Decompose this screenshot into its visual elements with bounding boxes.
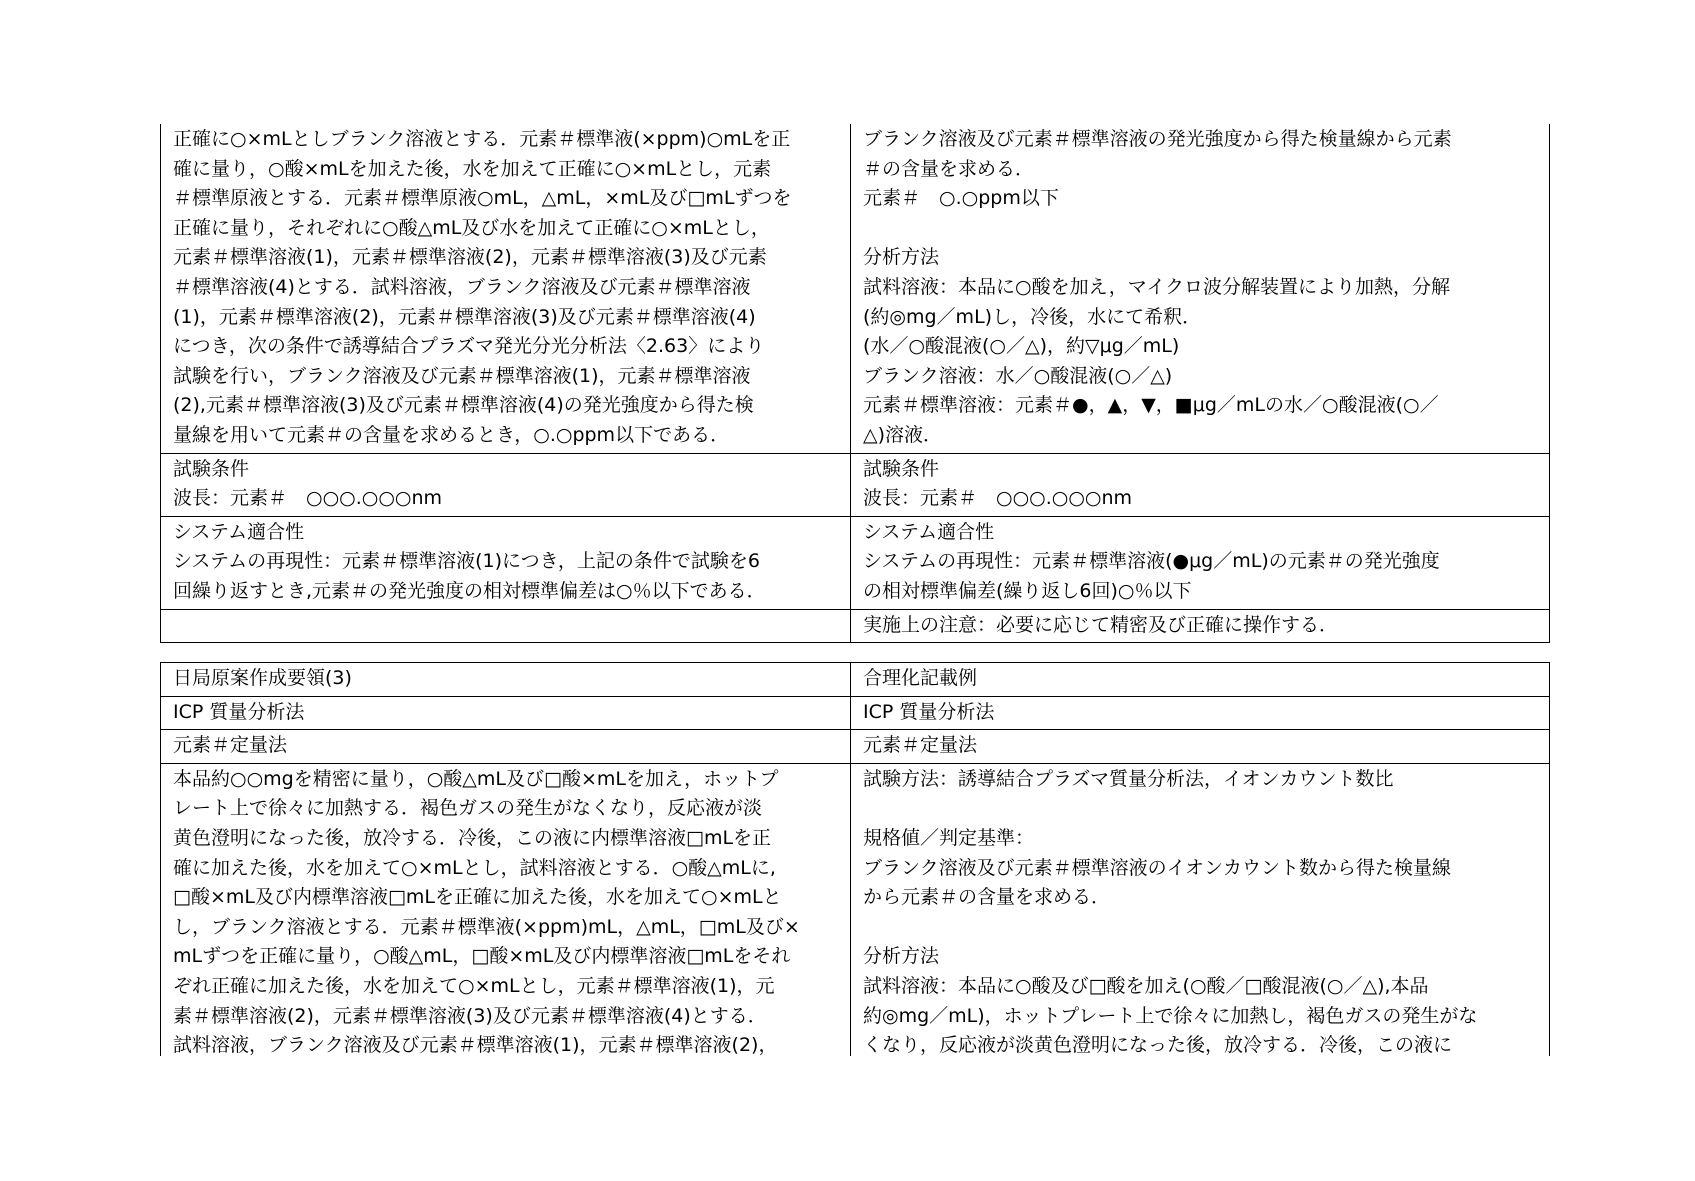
text-line: ICP 質量分析法 bbox=[863, 700, 995, 723]
text-line: (約◎mg／mL)し，冷後，水にて希釈． bbox=[863, 305, 1202, 328]
table-row bbox=[161, 730, 1549, 764]
text-line: 試験条件 bbox=[863, 457, 940, 480]
text-line: 合理化記載例 bbox=[863, 667, 978, 689]
table-row bbox=[161, 697, 1549, 731]
text-line: 元素＃標準溶液(1)，元素＃標準溶液(2)，元素＃標準溶液(3)及び元素 bbox=[173, 246, 767, 269]
text-line: ブランク溶液：水／○酸混液(○／△) bbox=[863, 364, 1173, 387]
comparison-table-continued bbox=[160, 124, 1550, 643]
text-line: 分析方法 bbox=[863, 246, 940, 269]
text-line: 回繰り返すとき,元素＃の発光強度の相対標準偏差は○％以下である． bbox=[173, 579, 766, 602]
text-line: 実施上の注意：必要に応じて精密及び正確に操作する． bbox=[863, 613, 1339, 636]
text-line: 本品約○○mgを精密に量り，○酸△mL及び□酸×mLを加え，ホットプ bbox=[173, 767, 779, 790]
text-line: (1)，元素＃標準溶液(2)，元素＃標準溶液(3)及び元素＃標準溶液(4) bbox=[173, 305, 756, 328]
text-line: システムの再現性：元素＃標準溶液(1)につき，上記の条件で試験を6 bbox=[173, 550, 760, 573]
cell-original-draft bbox=[161, 610, 851, 643]
table-row bbox=[161, 454, 1549, 517]
cell-original-draft bbox=[161, 697, 851, 730]
text-line: システムの再現性：元素＃標準溶液(●μg／mL)の元素＃の発光強度 bbox=[863, 550, 1440, 573]
cell-rationalized-example bbox=[851, 454, 1549, 516]
cell-original-draft bbox=[161, 454, 851, 516]
text-line: ＃標準溶液(4)とする．試料溶液，ブランク溶液及び元素＃標準溶液 bbox=[173, 275, 751, 298]
text-line: 試料溶液，ブランク溶液及び元素＃標準溶液(1)，元素＃標準溶液(2)， bbox=[173, 1034, 778, 1056]
text-line: ＃標準原液とする．元素＃標準原液○mL，△mL，×mL及び□mLずつを bbox=[173, 187, 792, 210]
text-line: 正確に量り，それぞれに○酸△mL及び水を加えて正確に○×mLとし， bbox=[173, 216, 770, 239]
text-line: 元素＃ ○.○ppm以下 bbox=[863, 187, 1059, 210]
text-line: 試料溶液：本品に○酸を加え，マイクロ波分解装置により加熱，分解 bbox=[863, 275, 1450, 298]
cell-original-draft bbox=[161, 730, 851, 763]
cell-rationalized-example bbox=[851, 124, 1549, 453]
text-line: 元素＃定量法 bbox=[863, 734, 978, 757]
text-line: ブランク溶液及び元素＃標準溶液のイオンカウント数から得た検量線 bbox=[863, 856, 1452, 879]
table-row bbox=[161, 517, 1549, 610]
text-line: くなり，反応液が淡黄色澄明になった後，放冷する．冷後，この液に bbox=[863, 1034, 1453, 1056]
cell-rationalized-example bbox=[851, 663, 1549, 696]
text-line: 確に量り，○酸×mLを加えた後，水を加えて正確に○×mLとし，元素 bbox=[173, 157, 772, 180]
text-line: 元素＃標準溶液：元素＃●，▲，▼，■μg／mLの水／○酸混液(○／ bbox=[863, 394, 1439, 417]
text-line: 試料溶液：本品に○酸及び□酸を加え(○酸／□酸混液(○／△),本品 bbox=[863, 974, 1429, 997]
cell-rationalized-example bbox=[851, 610, 1549, 643]
text-line: □酸×mL及び内標準溶液□mLを正確に加えた後，水を加えて○×mLと bbox=[173, 886, 782, 909]
text-line: ＃の含量を求める． bbox=[863, 157, 1035, 180]
text-line: 波長：元素＃ ○○○.○○○nm bbox=[863, 487, 1133, 510]
text-line: 試験を行い，ブランク溶液及び元素＃標準溶液(1)，元素＃標準溶液 bbox=[173, 364, 751, 387]
text-line: 規格値／判定基準： bbox=[863, 826, 1035, 849]
text-line: 正確に○×mLとしブランク溶液とする．元素＃標準液(×ppm)○mLを正 bbox=[173, 128, 791, 150]
text-line: レート上で徐々に加熱する．褐色ガスの発生がなくなり，反応液が淡 bbox=[173, 797, 763, 820]
text-line bbox=[863, 794, 1539, 824]
text-line bbox=[863, 913, 1539, 943]
text-line: 約◎mg／mL)，ホットプレート上で徐々に加熱し，褐色ガスの発生がな bbox=[863, 1004, 1478, 1027]
table-row bbox=[161, 663, 1549, 697]
text-line: システム適合性 bbox=[173, 520, 305, 543]
text-line: 波長：元素＃ ○○○.○○○nm bbox=[173, 487, 443, 510]
text-line: 試験方法：誘導結合プラズマ質量分析法，イオンカウント数比 bbox=[863, 767, 1394, 790]
cell-rationalized-example bbox=[851, 730, 1549, 763]
cell-original-draft bbox=[161, 764, 851, 1056]
cell-original-draft bbox=[161, 124, 851, 453]
text-line: 日局原案作成要領(3) bbox=[173, 667, 352, 689]
text-line: △)溶液． bbox=[863, 423, 943, 446]
text-line: (2),元素＃標準溶液(3)及び元素＃標準溶液(4)の発光強度から得た検 bbox=[173, 394, 754, 417]
text-line: 素＃標準溶液(2)，元素＃標準溶液(3)及び元素＃標準溶液(4)とする． bbox=[173, 1004, 767, 1027]
text-line: 確に加えた後，水を加えて○×mLとし，試料溶液とする．○酸△mLに, bbox=[173, 856, 776, 879]
cell-rationalized-example bbox=[851, 697, 1549, 730]
cell-original-draft bbox=[161, 517, 851, 609]
text-line: 試験条件 bbox=[173, 457, 250, 480]
text-line: mLずつを正確に量り，○酸△mL，□酸×mL及び内標準溶液□mLをそれ bbox=[173, 945, 791, 968]
text-line: 量線を用いて元素＃の含量を求めるとき，○.○ppm以下である． bbox=[173, 423, 730, 446]
text-line: ぞれ正確に加えた後，水を加えて○×mLとし，元素＃標準溶液(1)，元 bbox=[173, 974, 775, 997]
cell-rationalized-example bbox=[851, 517, 1549, 609]
text-line: (水／○酸混液(○／△)，約▽μg／mL) bbox=[863, 335, 1180, 358]
text-line bbox=[173, 611, 840, 641]
table-row bbox=[161, 610, 1549, 644]
text-line: 元素＃定量法 bbox=[173, 734, 288, 757]
text-line bbox=[863, 214, 1539, 244]
table-row bbox=[161, 124, 1549, 454]
text-line: につき，次の条件で誘導結合プラズマ発光分光分析法〈2.63〉により bbox=[173, 335, 765, 358]
text-line: ICP 質量分析法 bbox=[173, 700, 305, 723]
text-line: システム適合性 bbox=[863, 520, 995, 543]
text-line: の相対標準偏差(繰り返し6回)○％以下 bbox=[863, 579, 1192, 602]
text-line: 黄色澄明になった後，放冷する．冷後，この液に内標準溶液□mLを正 bbox=[173, 826, 772, 849]
text-line: し，ブランク溶液とする．元素＃標準液(×ppm)mL，△mL，□mL及び× bbox=[173, 915, 800, 938]
table-row bbox=[161, 764, 1549, 1056]
text-line: 分析方法 bbox=[863, 945, 940, 968]
comparison-table-icp-ms bbox=[160, 662, 1550, 1056]
text-line: ブランク溶液及び元素＃標準溶液の発光強度から得た検量線から元素 bbox=[863, 128, 1452, 150]
cell-original-draft bbox=[161, 663, 851, 696]
text-line: から元素＃の含量を求める． bbox=[863, 886, 1111, 909]
cell-rationalized-example bbox=[851, 764, 1549, 1056]
